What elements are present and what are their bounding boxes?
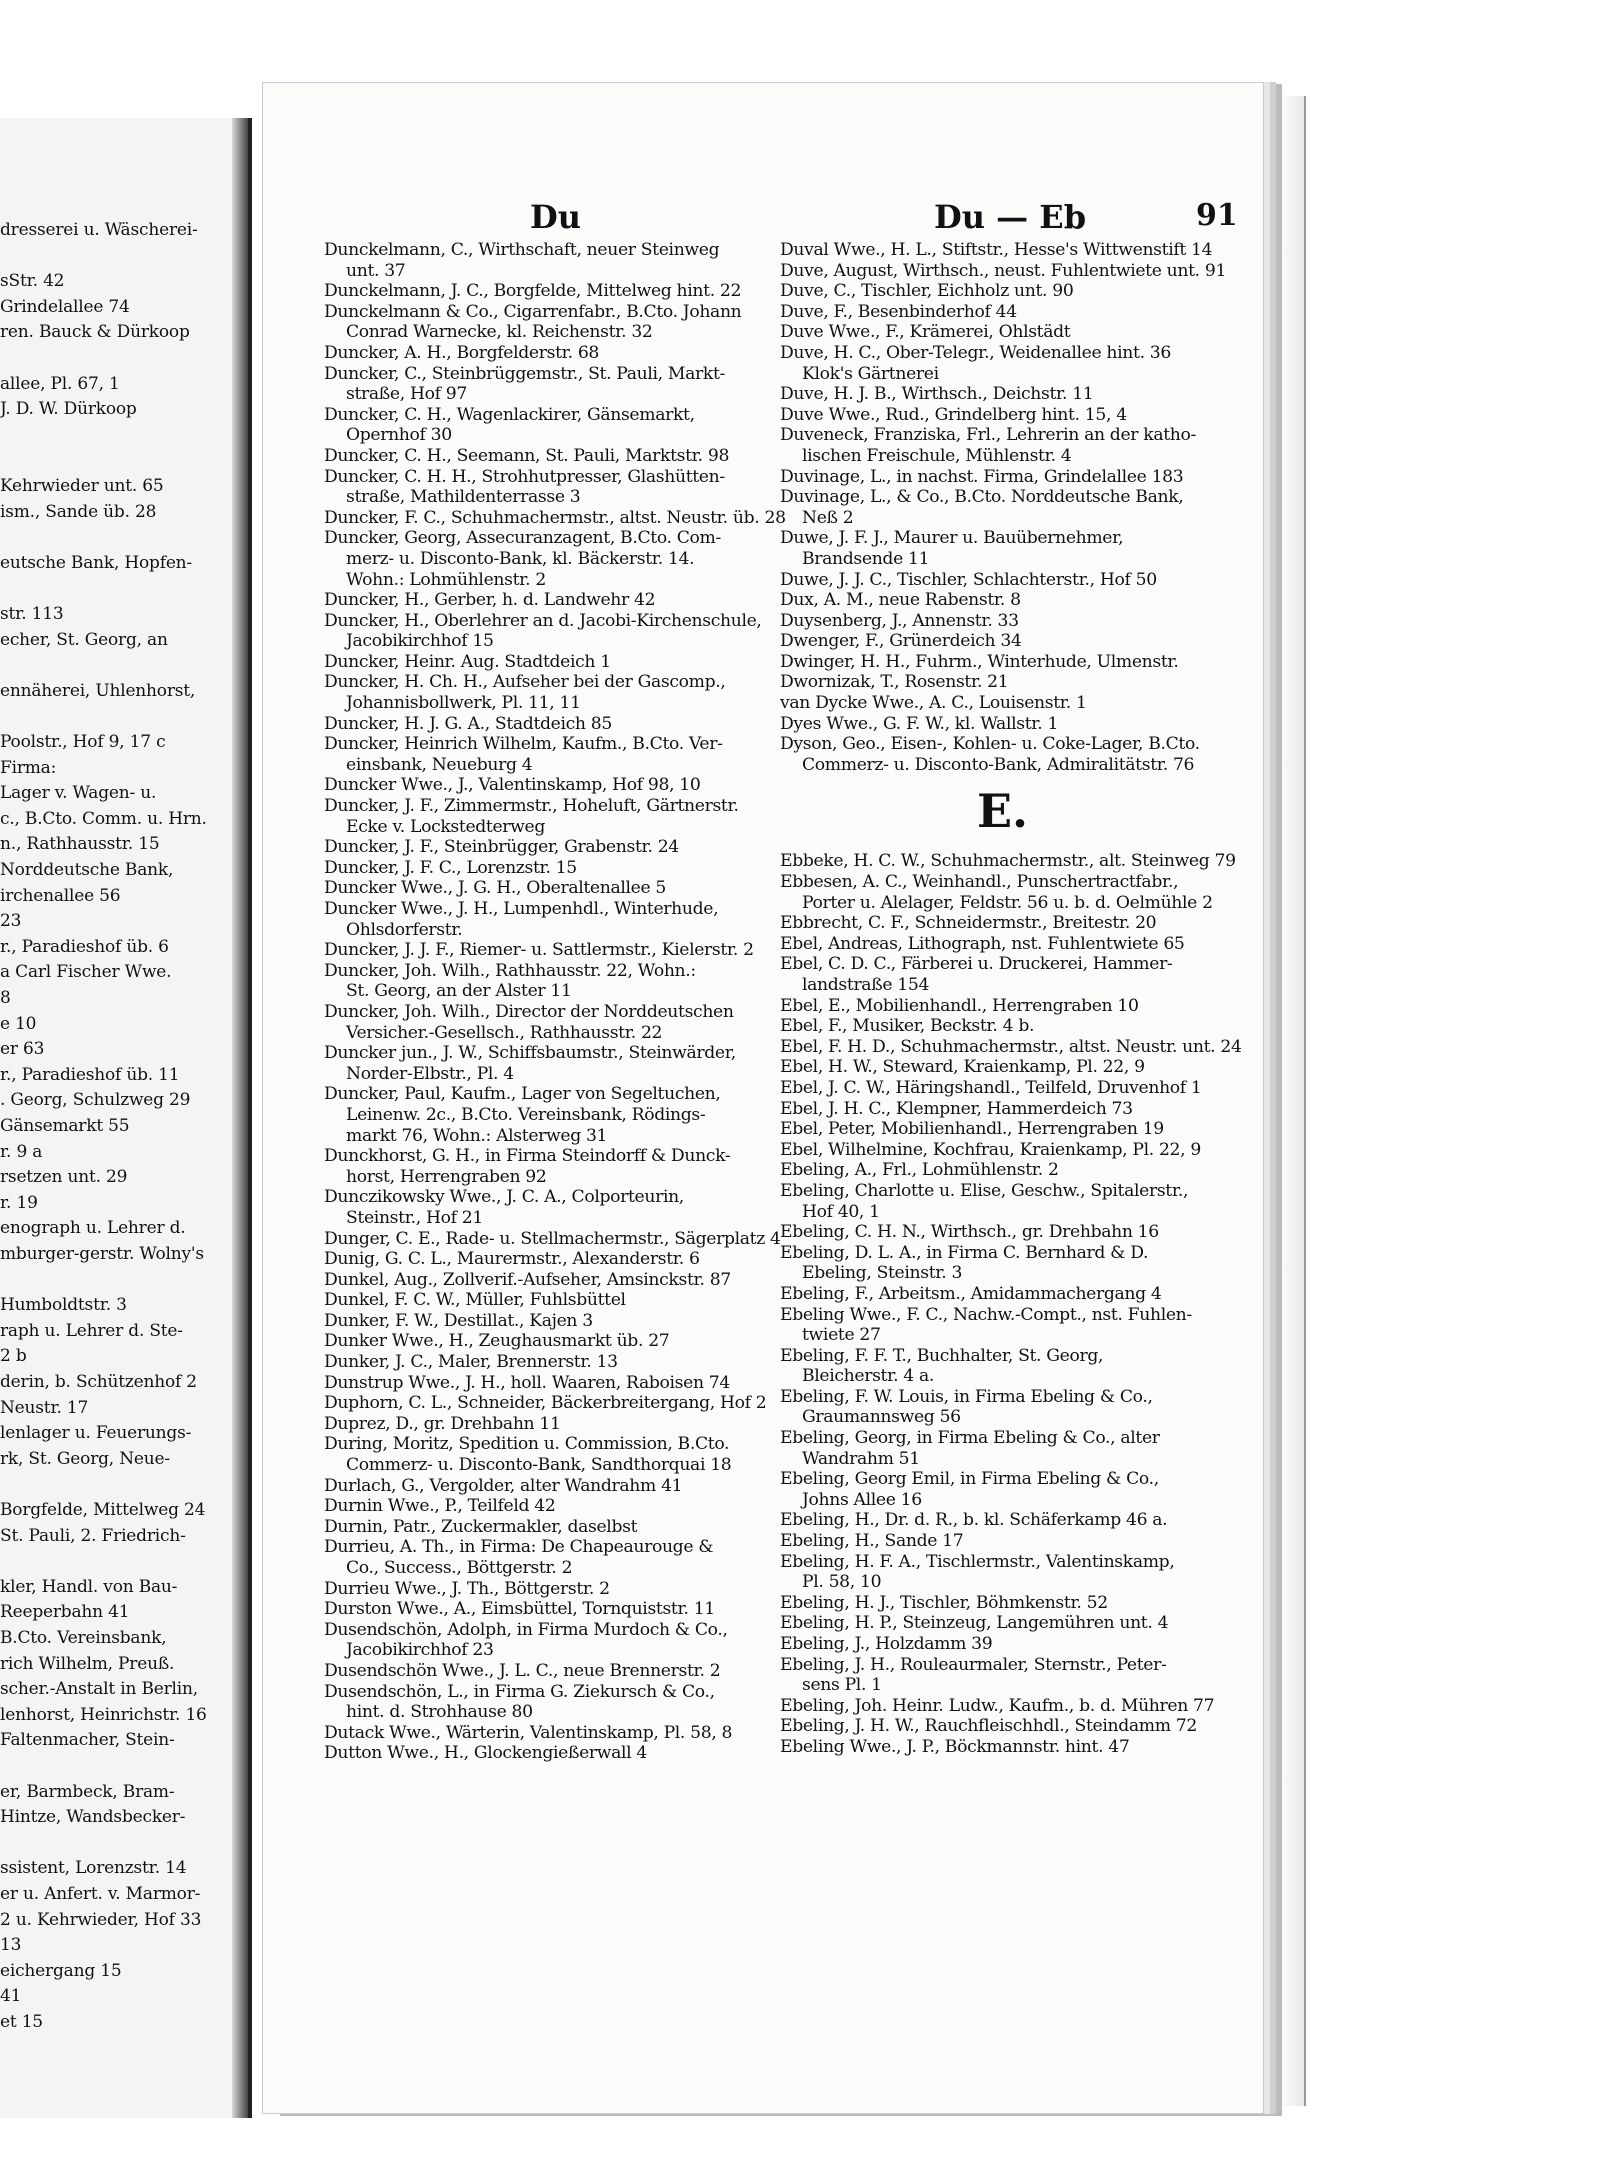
facing-page-line: Poolstr., Hof 9, 17 c bbox=[0, 732, 166, 752]
directory-entry: Duncker, F. C., Schuhmachermstr., altst. Neustr. üb. 28 bbox=[324, 507, 786, 528]
directory-entry: Ebeling, H., Sande 17 bbox=[780, 1531, 964, 1552]
directory-entry: Duncker, C., Steinbrüggemstr., St. Pauli, Markt- bbox=[324, 363, 725, 384]
directory-entry: Ebbesen, A. C., Weinhandl., Punschertractfabr., bbox=[780, 872, 1179, 893]
directory-entry: Duwe, J. J. C., Tischler, Schlachterstr., Hof 50 bbox=[780, 569, 1157, 590]
facing-page-line: 23 bbox=[0, 911, 22, 932]
directory-entry: van Dycke Wwe., A. C., Louisenstr. 1 bbox=[780, 693, 1087, 714]
facing-page-line: allee, Pl. 67, 1 bbox=[0, 373, 120, 394]
directory-entry: Ebel, Andreas, Lithograph, nst. Fuhlentwiete 65 bbox=[780, 933, 1185, 954]
directory-entry-continuation: Commerz- u. Disconto-Bank, Sandthorquai 18 bbox=[346, 1455, 732, 1476]
page-stack-edge bbox=[1262, 96, 1306, 2106]
directory-entry: Duncker, H. J. G. A., Stadtdeich 85 bbox=[324, 713, 612, 734]
facing-page-line: St. Pauli, 2. Friedrich- bbox=[0, 1525, 186, 1546]
directory-entry-continuation: Co., Success., Böttgerstr. 2 bbox=[346, 1558, 573, 1578]
facing-page-line: str. 113 bbox=[0, 604, 64, 624]
running-header-right: Du — Eb bbox=[934, 198, 1087, 236]
directory-entry: Duncker, Paul, Kaufm., Lager von Segeltuchen, bbox=[324, 1084, 721, 1105]
directory-entry: Ebel, F., Musiker, Beckstr. 4 b. bbox=[780, 1016, 1035, 1037]
facing-page-line: 8 bbox=[0, 988, 11, 1008]
directory-entry: Dunker, F. W., Destillat., Kajen 3 bbox=[324, 1310, 593, 1331]
facing-page-line: enograph u. Lehrer d. bbox=[0, 1218, 186, 1239]
directory-entry: Duvinage, L., in nachst. Firma, Grindelallee 183 bbox=[780, 466, 1184, 487]
directory-entry: Duncker, H. Ch. H., Aufseher bei der Gascomp., bbox=[324, 672, 726, 693]
directory-entry: Durrieu, A. Th., in Firma: De Chapeaurouge & bbox=[324, 1537, 714, 1558]
directory-entry: Durrieu Wwe., J. Th., Böttgerstr. 2 bbox=[324, 1578, 610, 1599]
directory-entry-continuation: horst, Herrengraben 92 bbox=[346, 1166, 547, 1187]
directory-entry-continuation: Conrad Warnecke, kl. Reichenstr. 32 bbox=[346, 322, 653, 343]
facing-page-line: mburger-gerstr. Wolny's bbox=[0, 1244, 204, 1264]
facing-page-line: et 15 bbox=[0, 2012, 43, 2032]
directory-entry: Dunig, G. C. L., Maurermstr., Alexanderstr. 6 bbox=[324, 1249, 700, 1270]
directory-entry: Duval Wwe., H. L., Stiftstr., Hesse's Wittwenstift 14 bbox=[780, 240, 1213, 260]
facing-page-line: eichergang 15 bbox=[0, 1960, 122, 1981]
directory-entry: Ebeling, J. H., Rouleaurmaler, Sternstr., Peter- bbox=[780, 1654, 1167, 1675]
directory-entry: Duncker, Georg, Assecuranzagent, B.Cto. Com- bbox=[324, 528, 721, 549]
directory-entry-continuation: Versicher.-Gesellsch., Rathhausstr. 22 bbox=[346, 1022, 663, 1043]
facing-page-line: lenhorst, Heinrichstr. 16 bbox=[0, 1704, 207, 1725]
running-header-left: Du bbox=[530, 198, 582, 236]
directory-entry: Dwinger, H. H., Fuhrm., Winterhude, Ulmenstr. bbox=[780, 651, 1179, 672]
facing-page-line: sStr. 42 bbox=[0, 271, 65, 292]
directory-entry: Dunckelmann, J. C., Borgfelde, Mittelweg hint. 22 bbox=[324, 281, 742, 302]
directory-entry-continuation: twiete 27 bbox=[802, 1325, 881, 1346]
directory-entry: Ebeling, Joh. Heinr. Ludw., Kaufm., b. d. Mühren 77 bbox=[780, 1695, 1215, 1716]
directory-column-left bbox=[324, 240, 786, 1764]
directory-entry: Ebbrecht, C. F., Schneidermstr., Breitestr. 20 bbox=[780, 913, 1157, 934]
directory-entry-continuation: Commerz- u. Disconto-Bank, Admiralitätstr. 76 bbox=[802, 754, 1195, 775]
facing-page-line: ren. Bauck & Dürkoop bbox=[0, 322, 190, 343]
directory-entry: Duncker, Joh. Wilh., Rathhausstr. 22, Wohn.: bbox=[324, 960, 696, 981]
directory-entry: Ebeling, Charlotte u. Elise, Geschw., Spitalerstr., bbox=[780, 1180, 1189, 1201]
directory-entry-continuation: Porter u. Alelager, Feldstr. 56 u. b. d. Oelmühle 2 bbox=[802, 892, 1213, 913]
directory-entry: Dwenger, F., Grünerdeich 34 bbox=[780, 631, 1022, 652]
directory-entry: Duncker, H., Oberlehrer an d. Jacobi-Kirchenschule, bbox=[324, 610, 762, 631]
directory-entry-continuation: Johns Allee 16 bbox=[802, 1489, 922, 1510]
directory-entry: Dunkel, Aug., Zollverif.-Aufseher, Amsinckstr. 87 bbox=[324, 1269, 731, 1290]
directory-entry: Durlach, G., Vergolder, alter Wandrahm 41 bbox=[324, 1475, 683, 1496]
facing-page-line: J. D. W. Dürkoop bbox=[0, 399, 137, 420]
directory-entry: Ebeling, Georg Emil, in Firma Ebeling & Co., bbox=[780, 1469, 1159, 1490]
directory-entry: Ebel, J. H. C., Klempner, Hammerdeich 73 bbox=[780, 1098, 1133, 1119]
directory-entry: Dyson, Geo., Eisen-, Kohlen- u. Coke-Lager, B.Cto. bbox=[780, 734, 1200, 755]
directory-entry: Ebeling, F. F. T., Buchhalter, St. Georg, bbox=[780, 1345, 1104, 1366]
directory-entry: Ebeling, H. P., Steinzeug, Langemühren unt. 4 bbox=[780, 1613, 1169, 1634]
directory-entry: Ebeling, H. J., Tischler, Böhmkenstr. 52 bbox=[780, 1592, 1108, 1613]
directory-entry: Ebeling, D. L. A., in Firma C. Bernhard & D. bbox=[780, 1242, 1149, 1263]
directory-entry: Duve, C., Tischler, Eichholz unt. 90 bbox=[780, 281, 1074, 302]
directory-entry: Ebel, C. D. C., Färberei u. Druckerei, Hammer- bbox=[780, 954, 1173, 975]
directory-entry: Durnin Wwe., P., Teilfeld 42 bbox=[324, 1496, 556, 1517]
directory-entry-continuation: Brandsende 11 bbox=[802, 548, 930, 569]
directory-entry-continuation: Bleicherstr. 4 a. bbox=[802, 1366, 935, 1387]
directory-entry: Ebeling Wwe., F. C., Nachw.-Compt., nst. Fuhlen- bbox=[780, 1304, 1192, 1325]
facing-page-line: rich Wilhelm, Preuß. bbox=[0, 1653, 175, 1674]
directory-entry: Dunstrup Wwe., J. H., holl. Waaren, Raboisen 74 bbox=[324, 1372, 730, 1393]
directory-entry-continuation: einsbank, Neueburg 4 bbox=[346, 754, 533, 775]
facing-page-line: raph u. Lehrer d. Ste- bbox=[0, 1320, 183, 1341]
directory-entry: Ebeling, J. H. W., Rauchfleischhdl., Steindamm 72 bbox=[780, 1716, 1197, 1737]
facing-page-line: . Georg, Schulzweg 29 bbox=[0, 1090, 191, 1111]
facing-page-line: 2 b bbox=[0, 1346, 27, 1367]
facing-page-line: Firma: bbox=[0, 757, 57, 778]
directory-entry: Duve, H. C., Ober-Telegr., Weidenallee hint. 36 bbox=[780, 342, 1171, 363]
facing-page-line: echer, St. Georg, an bbox=[0, 629, 168, 650]
directory-entry: Duve, August, Wirthsch., neust. Fuhlentwiete unt. 91 bbox=[780, 260, 1227, 281]
directory-entry: Ebel, F. H. D., Schuhmachermstr., altst. Neustr. unt. 24 bbox=[780, 1036, 1242, 1057]
directory-entry: Ebel, E., Mobilienhandl., Herrengraben 10 bbox=[780, 995, 1139, 1016]
directory-entry-continuation: Pl. 58, 10 bbox=[802, 1572, 882, 1593]
directory-entry: Duncker Wwe., J. G. H., Oberaltenallee 5 bbox=[324, 878, 667, 899]
facing-page-line: Grindelallee 74 bbox=[0, 296, 130, 317]
facing-page-line: r. 9 a bbox=[0, 1141, 43, 1162]
facing-page-line: Kehrwieder unt. 65 bbox=[0, 476, 164, 496]
directory-entry: Dunkel, F. C. W., Müller, Fuhlsbüttel bbox=[324, 1290, 626, 1311]
directory-entry-continuation: merz- u. Disconto-Bank, kl. Bäckerstr. 14. bbox=[346, 548, 695, 569]
facing-page-line: irchenallee 56 bbox=[0, 885, 121, 906]
directory-entry: Ebeling, F. W. Louis, in Firma Ebeling & Co., bbox=[780, 1386, 1153, 1407]
facing-page-line: B.Cto. Vereinsbank, bbox=[0, 1628, 167, 1648]
directory-entry: Durnin, Patr., Zuckermakler, daselbst bbox=[324, 1516, 638, 1537]
directory-entry: Duncker Wwe., J., Valentinskamp, Hof 98, 10 bbox=[324, 775, 701, 796]
section-letter-heading: E. bbox=[976, 784, 1029, 839]
directory-entry-continuation: Hof 40, 1 bbox=[802, 1201, 880, 1222]
directory-entry: Duveneck, Franziska, Frl., Lehrerin an der katho- bbox=[780, 425, 1196, 446]
facing-page-line: er, Barmbeck, Bram- bbox=[0, 1781, 175, 1802]
directory-entry: Duve Wwe., Rud., Grindelberg hint. 15, 4 bbox=[780, 404, 1127, 425]
facing-page-line: scher.-Anstalt in Berlin, bbox=[0, 1679, 198, 1700]
directory-entry-continuation: Ebeling, Steinstr. 3 bbox=[802, 1263, 963, 1284]
directory-entry-continuation: Neß 2 bbox=[802, 507, 854, 528]
directory-entry: Duve Wwe., F., Krämerei, Ohlstädt bbox=[780, 322, 1071, 343]
facing-page-line: ssistent, Lorenzstr. 14 bbox=[0, 1858, 187, 1879]
directory-entry: Ebeling, H., Dr. d. R., b. kl. Schäferkamp 46 a. bbox=[780, 1510, 1168, 1531]
directory-entry: Dutton Wwe., H., Glockengießerwall 4 bbox=[324, 1743, 648, 1764]
directory-entry-continuation: Johannisbollwerk, Pl. 11, 11 bbox=[346, 693, 581, 714]
directory-entry-continuation: Klok's Gärtnerei bbox=[802, 363, 939, 384]
directory-entry-continuation: Jacobikirchhof 23 bbox=[346, 1640, 494, 1661]
directory-entry: Dusendschön, L., in Firma G. Ziekursch & Co., bbox=[324, 1681, 715, 1702]
directory-entry-continuation: Wohn.: Lohmühlenstr. 2 bbox=[346, 569, 546, 590]
directory-entry: Ebeling, Georg, in Firma Ebeling & Co., alter bbox=[780, 1428, 1160, 1449]
directory-entry: Duvinage, L., & Co., B.Cto. Norddeutsche Bank, bbox=[780, 487, 1184, 508]
directory-entry: Ebeling, F., Arbeitsm., Amidammachergang 4 bbox=[780, 1283, 1162, 1304]
directory-entry: Dwornizak, T., Rosenstr. 21 bbox=[780, 672, 1009, 693]
facing-page-line: ennäherei, Uhlenhorst, bbox=[0, 680, 196, 701]
directory-entry: Dunckhorst, G. H., in Firma Steindorff & Dunck- bbox=[324, 1146, 731, 1167]
directory-column-right bbox=[780, 240, 1242, 1758]
directory-entry-continuation: Graumannsweg 56 bbox=[802, 1407, 961, 1428]
facing-page-line: Faltenmacher, Stein- bbox=[0, 1730, 175, 1751]
facing-page-line: er 63 bbox=[0, 1039, 45, 1060]
facing-page-line: Lager v. Wagen- u. bbox=[0, 783, 157, 804]
facing-page-line: eutsche Bank, Hopfen- bbox=[0, 552, 192, 573]
facing-page-line: 13 bbox=[0, 1935, 22, 1956]
directory-entry: Ebeling, A., Frl., Lohmühlenstr. 2 bbox=[780, 1160, 1059, 1181]
directory-entry: Duve, F., Besenbinderhof 44 bbox=[780, 301, 1017, 322]
directory-entry: Dux, A. M., neue Rabenstr. 8 bbox=[780, 590, 1021, 611]
facing-page-line: rsetzen unt. 29 bbox=[0, 1167, 128, 1188]
facing-page-line: Humboldtstr. 3 bbox=[0, 1295, 127, 1316]
directory-entry: Dutack Wwe., Wärterin, Valentinskamp, Pl. 58, 8 bbox=[324, 1722, 733, 1743]
directory-entry: Duncker, C. H., Wagenlackirer, Gänsemarkt, bbox=[324, 404, 695, 425]
directory-entry: Ebeling, J., Holzdamm 39 bbox=[780, 1634, 993, 1654]
facing-page-line: Norddeutsche Bank, bbox=[0, 860, 174, 880]
directory-entry: Duysenberg, J., Annenstr. 33 bbox=[780, 610, 1019, 631]
directory-entry: Duncker Wwe., J. H., Lumpenhdl., Winterhude, bbox=[324, 899, 719, 919]
directory-entry-continuation: Steinstr., Hof 21 bbox=[346, 1207, 483, 1228]
facing-page-line: Reeperbahn 41 bbox=[0, 1602, 130, 1623]
directory-entry: Dusendschön Wwe., J. L. C., neue Brennerstr. 2 bbox=[324, 1660, 721, 1681]
directory-entry: Duwe, J. F. J., Maurer u. Bauübernehmer, bbox=[780, 528, 1124, 549]
facing-page-line: e 10 bbox=[0, 1013, 37, 1034]
facing-page-line: a Carl Fischer Wwe. bbox=[0, 962, 172, 983]
facing-page-line: r. 19 bbox=[0, 1192, 38, 1213]
facing-page-line: lenlager u. Feuerungs- bbox=[0, 1423, 192, 1444]
directory-entry: Duncker, C. H. H., Strohhutpresser, Glashütten- bbox=[324, 466, 725, 487]
directory-entry: Dunckelmann & Co., Cigarrenfabr., B.Cto. Johann bbox=[324, 301, 742, 322]
directory-entry: Ebbeke, H. C. W., Schuhmachermstr., alt. Steinweg 79 bbox=[780, 851, 1236, 872]
directory-entry: Duncker, C. H., Seemann, St. Pauli, Marktstr. 98 bbox=[324, 445, 730, 466]
directory-entry-continuation: hint. d. Strohhause 80 bbox=[346, 1702, 533, 1723]
directory-entry: Ebel, J. C. W., Häringshandl., Teilfeld, Druvenhof 1 bbox=[780, 1077, 1202, 1098]
directory-entry-continuation: Wandrahm 51 bbox=[802, 1448, 920, 1469]
directory-entry: Duncker, A. H., Borgfelderstr. 68 bbox=[324, 342, 600, 363]
directory-entry-continuation: unt. 37 bbox=[346, 260, 406, 281]
directory-entry: Duncker, J. F., Steinbrügger, Grabenstr. 24 bbox=[324, 837, 679, 858]
directory-entry: Duncker jun., J. W., Schiffsbaumstr., Steinwärder, bbox=[324, 1043, 736, 1064]
directory-entry-continuation: Opernhof 30 bbox=[346, 425, 452, 446]
directory-entry-continuation: Leinenw. 2c., B.Cto. Vereinsbank, Rödings- bbox=[346, 1104, 706, 1125]
directory-entry: During, Moritz, Spedition u. Commission, B.Cto. bbox=[324, 1434, 730, 1455]
directory-entry: Dunckelmann, C., Wirthschaft, neuer Steinweg bbox=[324, 240, 720, 260]
facing-page-line: ism., Sande üb. 28 bbox=[0, 501, 157, 522]
directory-entry: Duve, H. J. B., Wirthsch., Deichstr. 11 bbox=[780, 384, 1094, 405]
directory-entry-continuation: lischen Freischule, Mühlenstr. 4 bbox=[802, 445, 1072, 466]
directory-entry: Dunker, J. C., Maler, Brennerstr. 13 bbox=[324, 1352, 618, 1373]
directory-entry: Duncker, Heinrich Wilhelm, Kaufm., B.Cto. Ver- bbox=[324, 734, 723, 755]
directory-entry-continuation: sens Pl. 1 bbox=[802, 1675, 882, 1696]
directory-entry-continuation: Norder-Elbstr., Pl. 4 bbox=[346, 1063, 514, 1084]
directory-entry: Duncker, J. F., Zimmermstr., Hoheluft, Gärtnerstr. bbox=[324, 796, 739, 817]
directory-entry: Ebeling, H. F. A., Tischlermstr., Valentinskamp, bbox=[780, 1551, 1175, 1572]
facing-page-line: Gänsemarkt 55 bbox=[0, 1116, 130, 1136]
directory-entry: Ebel, Peter, Mobilienhandl., Herrengraben 19 bbox=[780, 1119, 1164, 1140]
directory-entry: Ebel, H. W., Steward, Kraienkamp, Pl. 22, 9 bbox=[780, 1057, 1145, 1078]
directory-entry: Duncker, Joh. Wilh., Director der Norddeutschen bbox=[324, 1001, 734, 1022]
facing-page-line: r., Paradieshof üb. 6 bbox=[0, 936, 169, 957]
page-number: 91 bbox=[1196, 198, 1238, 233]
facing-page-line: kler, Handl. von Bau- bbox=[0, 1576, 178, 1597]
facing-page-line: Hintze, Wandsbecker- bbox=[0, 1807, 186, 1828]
facing-page-line: n., Rathhausstr. 15 bbox=[0, 834, 160, 855]
directory-entry: Duncker, J. F. C., Lorenzstr. 15 bbox=[324, 857, 577, 878]
directory-entry: Ebeling Wwe., J. P., Böckmannstr. hint. 47 bbox=[780, 1736, 1130, 1757]
directory-entry-continuation: Ecke v. Lockstedterweg bbox=[346, 816, 546, 837]
facing-page-line: dresserei u. Wäscherei- bbox=[0, 220, 198, 240]
directory-entry: Dunker Wwe., H., Zeughausmarkt üb. 27 bbox=[324, 1331, 670, 1352]
directory-entry: Duncker, H., Gerber, h. d. Landwehr 42 bbox=[324, 590, 656, 611]
directory-entry-continuation: Ohlsdorferstr. bbox=[346, 919, 463, 940]
directory-entry: Duprez, D., gr. Drehbahn 11 bbox=[324, 1413, 561, 1434]
directory-entry: Duncker, J. J. F., Riemer- u. Sattlermstr., Kielerstr. 2 bbox=[324, 940, 754, 961]
facing-page-line: 41 bbox=[0, 1986, 22, 2007]
facing-page-line: r., Paradieshof üb. 11 bbox=[0, 1064, 180, 1085]
directory-entry-continuation: landstraße 154 bbox=[802, 975, 930, 995]
book-spine bbox=[232, 118, 248, 2118]
directory-entry-continuation: straße, Mathildenterrasse 3 bbox=[346, 487, 581, 508]
directory-entry: Duphorn, C. L., Schneider, Bäckerbreitergang, Hof 2 bbox=[324, 1393, 767, 1414]
directory-entry-continuation: straße, Hof 97 bbox=[346, 384, 467, 405]
facing-page-line: 2 u. Kehrwieder, Hof 33 bbox=[0, 1909, 202, 1930]
directory-entry: Dusendschön, Adolph, in Firma Murdoch & Co., bbox=[324, 1619, 728, 1640]
directory-entry-continuation: markt 76, Wohn.: Alsterweg 31 bbox=[346, 1125, 608, 1146]
directory-entry: Ebel, Wilhelmine, Kochfrau, Kraienkamp, Pl. 22, 9 bbox=[780, 1139, 1201, 1160]
facing-page-line: er u. Anfert. v. Marmor- bbox=[0, 1884, 201, 1904]
directory-entry-continuation: St. Georg, an der Alster 11 bbox=[346, 981, 572, 1002]
facing-page-line: Neustr. 17 bbox=[0, 1397, 89, 1418]
directory-entry-continuation: Jacobikirchhof 15 bbox=[346, 631, 494, 652]
facing-page-line: rk, St. Georg, Neue- bbox=[0, 1448, 170, 1469]
facing-page-line: derin, b. Schützenhof 2 bbox=[0, 1372, 197, 1392]
directory-entry: Dyes Wwe., G. F. W., kl. Wallstr. 1 bbox=[780, 713, 1059, 734]
facing-page-left bbox=[0, 118, 252, 2118]
directory-entry: Ebeling, C. H. N., Wirthsch., gr. Drehbahn 16 bbox=[780, 1222, 1159, 1243]
directory-entry: Durston Wwe., A., Eimsbüttel, Tornquiststr. 11 bbox=[324, 1599, 715, 1620]
directory-entry: Duncker, Heinr. Aug. Stadtdeich 1 bbox=[324, 651, 611, 672]
facing-page-line: Borgfelde, Mittelweg 24 bbox=[0, 1500, 206, 1520]
directory-entry: Dunczikowsky Wwe., J. C. A., Colporteurin, bbox=[324, 1187, 684, 1208]
facing-page-line: c., B.Cto. Comm. u. Hrn. bbox=[0, 808, 207, 829]
directory-entry: Dunger, C. E., Rade- u. Stellmachermstr., Sägerplatz 4 bbox=[324, 1228, 781, 1249]
